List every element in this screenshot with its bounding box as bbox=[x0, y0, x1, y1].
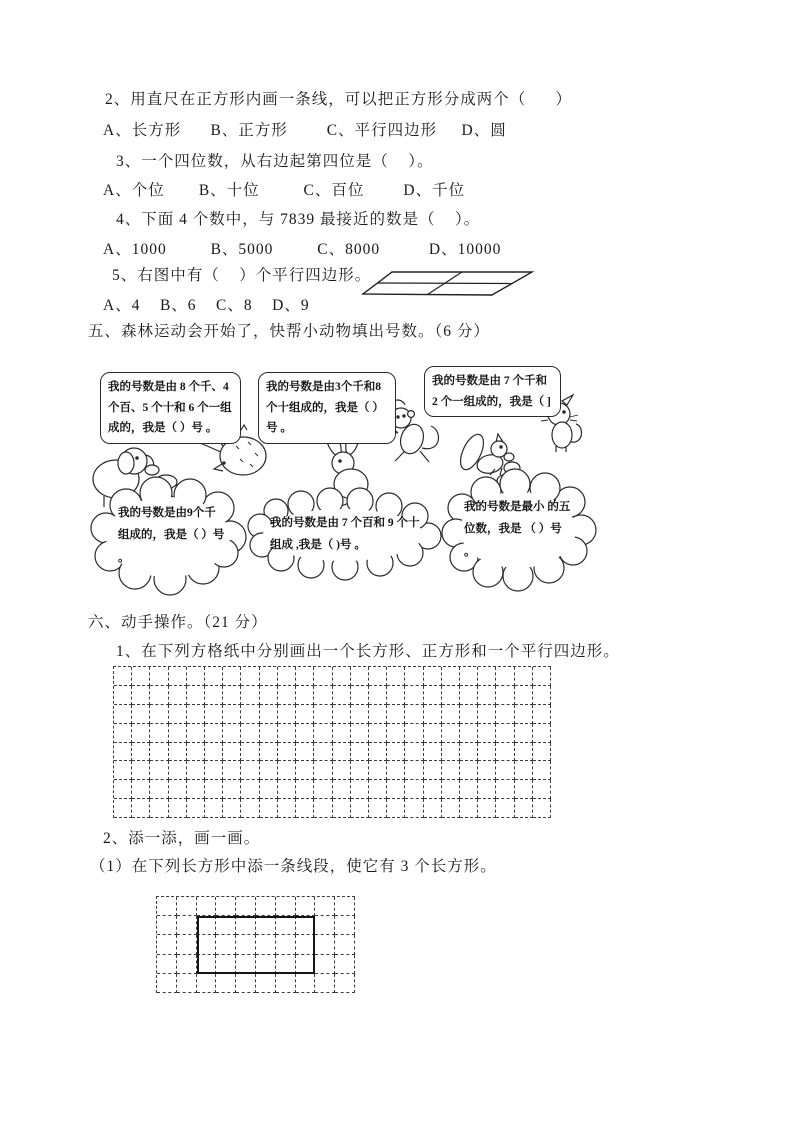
grid-cell bbox=[515, 686, 533, 705]
grid-cell bbox=[496, 743, 514, 762]
grid-cell bbox=[260, 667, 278, 686]
grid-cell bbox=[114, 780, 132, 799]
grid-cell bbox=[216, 897, 236, 916]
grid-cell bbox=[150, 686, 168, 705]
bold-rectangle bbox=[197, 916, 316, 974]
grid-cell bbox=[369, 686, 387, 705]
grid-cell bbox=[460, 667, 478, 686]
grid-cell bbox=[187, 705, 205, 724]
grid-cell bbox=[114, 705, 132, 724]
grid-cell bbox=[241, 667, 259, 686]
grid-cell bbox=[424, 686, 442, 705]
grid-cell bbox=[314, 705, 332, 724]
grid-cell bbox=[223, 686, 241, 705]
grid-cell bbox=[515, 667, 533, 686]
grid-cell bbox=[296, 897, 316, 916]
grid-cell bbox=[387, 724, 405, 743]
grid-cell bbox=[278, 743, 296, 762]
grid-cell bbox=[296, 705, 314, 724]
grid-cell bbox=[424, 761, 442, 780]
grid-cell bbox=[387, 799, 405, 818]
grid-cell bbox=[169, 799, 187, 818]
grid-cell bbox=[478, 686, 496, 705]
grid-cell bbox=[369, 705, 387, 724]
grid-cell bbox=[515, 780, 533, 799]
grid-cell bbox=[460, 686, 478, 705]
grid-cell bbox=[478, 799, 496, 818]
grid-cell bbox=[197, 897, 217, 916]
grid-cell bbox=[169, 667, 187, 686]
grid-cell bbox=[260, 743, 278, 762]
grid-cell bbox=[205, 780, 223, 799]
grid-cell bbox=[157, 955, 177, 974]
grid-cell bbox=[460, 799, 478, 818]
grid-cell bbox=[387, 780, 405, 799]
grid-cell bbox=[157, 916, 177, 935]
grid-cell bbox=[533, 724, 551, 743]
grid-cell bbox=[315, 974, 335, 993]
grid-cell bbox=[335, 955, 355, 974]
grid-cell bbox=[333, 761, 351, 780]
grid-cell bbox=[387, 761, 405, 780]
grid-cell bbox=[169, 724, 187, 743]
grid-cell bbox=[132, 743, 150, 762]
grid-cell bbox=[150, 667, 168, 686]
grid-cell bbox=[387, 686, 405, 705]
grid-cell bbox=[387, 705, 405, 724]
grid-cell bbox=[496, 705, 514, 724]
grid-cell bbox=[424, 743, 442, 762]
grid-cell bbox=[241, 705, 259, 724]
grid-cell bbox=[223, 724, 241, 743]
grid-cell bbox=[187, 667, 205, 686]
grid-cell bbox=[169, 761, 187, 780]
grid-cell bbox=[278, 780, 296, 799]
grid-cell bbox=[351, 667, 369, 686]
question-3-text: 3、一个四位数，从右边起第四位是（ ）。 bbox=[116, 153, 434, 170]
grid-cell bbox=[369, 724, 387, 743]
grid-cell bbox=[114, 667, 132, 686]
grid-cell bbox=[351, 780, 369, 799]
grid-cell bbox=[515, 705, 533, 724]
grid-cell bbox=[333, 667, 351, 686]
grid-cell bbox=[335, 974, 355, 993]
grid-cell bbox=[460, 724, 478, 743]
grid-cell bbox=[169, 705, 187, 724]
grid-cell bbox=[187, 686, 205, 705]
grid-cell bbox=[460, 780, 478, 799]
cloud-text-rabbit: 我的号数是由 7 个百和 9 个十组成 ,我是（ )号 。 bbox=[270, 517, 420, 552]
grid-cell bbox=[132, 686, 150, 705]
grid-cell bbox=[241, 799, 259, 818]
grid-cell bbox=[369, 780, 387, 799]
grid-cell bbox=[114, 799, 132, 818]
grid-cell bbox=[223, 799, 241, 818]
grid-cell bbox=[132, 705, 150, 724]
question-4-options: A、1000 B、5000 C、8000 D、10000 bbox=[103, 241, 502, 258]
section-6-q2-1-text: （1）在下列长方形中添一条线段，使它有 3 个长方形。 bbox=[90, 858, 497, 875]
grid-cell bbox=[351, 686, 369, 705]
grid-cell bbox=[236, 897, 256, 916]
grid-cell bbox=[424, 705, 442, 724]
grid-cell bbox=[335, 935, 355, 954]
grid-cell bbox=[533, 743, 551, 762]
thought-circle bbox=[145, 465, 159, 475]
question-5-options: A、4 B、6 C、8 D、9 bbox=[103, 297, 310, 314]
grid-cell bbox=[205, 761, 223, 780]
grid-cell bbox=[205, 667, 223, 686]
grid-cell bbox=[405, 705, 423, 724]
grid-cell bbox=[333, 686, 351, 705]
grid-cell bbox=[405, 724, 423, 743]
grid-cell bbox=[478, 761, 496, 780]
grid-cell bbox=[533, 705, 551, 724]
grid-cell bbox=[150, 724, 168, 743]
grid-cell bbox=[442, 724, 460, 743]
grid-cell bbox=[496, 724, 514, 743]
grid-cell bbox=[369, 799, 387, 818]
grid-cell bbox=[515, 761, 533, 780]
grid-cell bbox=[150, 799, 168, 818]
grid-cell bbox=[296, 686, 314, 705]
grid-cell bbox=[150, 780, 168, 799]
grid-cell bbox=[278, 799, 296, 818]
speech-bubble-cat: 我的号数是由 7 个千和 2 个一组成的，我是（ ] bbox=[424, 366, 561, 417]
grid-cell bbox=[405, 743, 423, 762]
grid-cell bbox=[405, 761, 423, 780]
grid-cell bbox=[256, 897, 276, 916]
grid-cell bbox=[132, 724, 150, 743]
grid-cell bbox=[515, 724, 533, 743]
grid-cell bbox=[205, 743, 223, 762]
grid-cell bbox=[314, 743, 332, 762]
grid-cell bbox=[157, 897, 177, 916]
grid-cell bbox=[442, 780, 460, 799]
grid-cell bbox=[114, 724, 132, 743]
question-5-text: 5、右图中有（ ）个平行四边形。 bbox=[112, 267, 372, 284]
grid-cell bbox=[296, 724, 314, 743]
grid-cell bbox=[223, 705, 241, 724]
grid-cell bbox=[187, 799, 205, 818]
grid-cell bbox=[424, 799, 442, 818]
grid-cell bbox=[333, 724, 351, 743]
grid-cell bbox=[424, 780, 442, 799]
grid-cell bbox=[387, 667, 405, 686]
grid-cell bbox=[177, 916, 197, 935]
grid-cell bbox=[424, 667, 442, 686]
grid-cell bbox=[351, 724, 369, 743]
squirrel-icon bbox=[456, 431, 507, 476]
grid-cell bbox=[405, 799, 423, 818]
grid-cell bbox=[424, 724, 442, 743]
grid-cell bbox=[314, 667, 332, 686]
grid-cell bbox=[223, 780, 241, 799]
grid-cell bbox=[442, 761, 460, 780]
grid-cell bbox=[276, 974, 296, 993]
grid-cell bbox=[260, 724, 278, 743]
cloud-text-squirrel: 我的号数是最小 的五位数，我是 （ ）号 。 bbox=[464, 501, 571, 558]
grid-cell bbox=[296, 667, 314, 686]
grid-cell bbox=[315, 916, 335, 935]
grid-cell bbox=[314, 761, 332, 780]
grid-cell bbox=[351, 705, 369, 724]
grid-cell bbox=[278, 667, 296, 686]
grid-cell bbox=[187, 743, 205, 762]
grid-cell bbox=[442, 705, 460, 724]
grid-cell bbox=[351, 799, 369, 818]
grid-cell bbox=[405, 686, 423, 705]
grid-cell bbox=[314, 799, 332, 818]
grid-cell bbox=[369, 743, 387, 762]
grid-cell bbox=[296, 780, 314, 799]
grid-cell bbox=[496, 686, 514, 705]
grid-cell bbox=[187, 761, 205, 780]
grid-cell bbox=[114, 761, 132, 780]
grid-cell bbox=[241, 724, 259, 743]
grid-cell bbox=[369, 667, 387, 686]
grid-cell bbox=[333, 743, 351, 762]
grid-cell bbox=[169, 743, 187, 762]
grid-cell bbox=[533, 686, 551, 705]
grid-cell bbox=[460, 705, 478, 724]
grid-cell bbox=[314, 780, 332, 799]
grid-cell bbox=[496, 667, 514, 686]
grid-cell bbox=[533, 780, 551, 799]
grid-cell bbox=[478, 724, 496, 743]
grid-cell bbox=[197, 974, 217, 993]
section-6-heading: 六、动手操作。（21 分） bbox=[88, 614, 268, 631]
grid-cell bbox=[223, 667, 241, 686]
grid-cell bbox=[260, 686, 278, 705]
grid-cell bbox=[315, 897, 335, 916]
grid-cell bbox=[478, 705, 496, 724]
grid-cell bbox=[169, 780, 187, 799]
grid-cell bbox=[132, 780, 150, 799]
grid-cell bbox=[276, 897, 296, 916]
grid-cell bbox=[333, 705, 351, 724]
grid-cell bbox=[205, 686, 223, 705]
grid-cell bbox=[177, 974, 197, 993]
grid-cell bbox=[335, 916, 355, 935]
grid-cell bbox=[496, 780, 514, 799]
grid-cell bbox=[177, 897, 197, 916]
grid-cell bbox=[241, 686, 259, 705]
grid-cell bbox=[241, 780, 259, 799]
grid-cell bbox=[150, 761, 168, 780]
grid-cell bbox=[223, 761, 241, 780]
grid-cell bbox=[533, 799, 551, 818]
grid-cell bbox=[114, 686, 132, 705]
grid-cell bbox=[278, 724, 296, 743]
grid-cell bbox=[177, 935, 197, 954]
grid-cell bbox=[314, 686, 332, 705]
grid-cell bbox=[236, 974, 256, 993]
grid-cell bbox=[515, 743, 533, 762]
grid-cell bbox=[533, 667, 551, 686]
grid-cell bbox=[533, 761, 551, 780]
grid-cell bbox=[333, 799, 351, 818]
grid-cell bbox=[260, 761, 278, 780]
section-6-q1-text: 1、在下列方格纸中分别画出一个长方形、正方形和一个平行四边形。 bbox=[116, 643, 620, 660]
grid-cell bbox=[478, 780, 496, 799]
grid-cell bbox=[278, 705, 296, 724]
grid-cell bbox=[157, 974, 177, 993]
grid-cell bbox=[260, 799, 278, 818]
drawing-grid-large bbox=[113, 666, 551, 818]
grid-cell bbox=[150, 743, 168, 762]
grid-cell bbox=[478, 743, 496, 762]
grid-cell bbox=[442, 743, 460, 762]
grid-cell bbox=[496, 761, 514, 780]
grid-cell bbox=[515, 799, 533, 818]
question-4-text: 4、下面 4 个数中，与 7839 最接近的数是（ ）。 bbox=[116, 211, 481, 228]
grid-cell bbox=[314, 724, 332, 743]
grid-cell bbox=[460, 743, 478, 762]
grid-cell bbox=[157, 935, 177, 954]
grid-cell bbox=[296, 761, 314, 780]
grid-cell bbox=[177, 955, 197, 974]
grid-cell bbox=[296, 974, 316, 993]
grid-cell bbox=[405, 780, 423, 799]
grid-cell bbox=[351, 743, 369, 762]
grid-cell bbox=[187, 780, 205, 799]
grid-cell bbox=[442, 686, 460, 705]
grid-cell bbox=[478, 667, 496, 686]
grid-cell bbox=[296, 743, 314, 762]
grid-cell bbox=[442, 667, 460, 686]
grid-cell bbox=[205, 724, 223, 743]
grid-cell bbox=[114, 743, 132, 762]
grid-cell bbox=[132, 799, 150, 818]
grid-cell bbox=[335, 897, 355, 916]
question-2-text: 2、用直尺在正方形内画一条线，可以把正方形分成两个（ ） bbox=[105, 91, 573, 108]
grid-cell bbox=[150, 705, 168, 724]
forest-scene bbox=[90, 360, 600, 600]
grid-cell bbox=[132, 667, 150, 686]
grid-cell bbox=[260, 705, 278, 724]
grid-cell bbox=[405, 667, 423, 686]
drawing-grid-small bbox=[156, 896, 355, 993]
grid-cell bbox=[460, 761, 478, 780]
grid-cell bbox=[278, 686, 296, 705]
grid-cell bbox=[187, 724, 205, 743]
grid-cell bbox=[278, 761, 296, 780]
grid-cell bbox=[387, 743, 405, 762]
grid-cell bbox=[256, 974, 276, 993]
grid-cell bbox=[223, 743, 241, 762]
grid-cell bbox=[369, 761, 387, 780]
speech-bubble-monkey: 我的号数是由3个千和8个十组成的，我是（ ）号 。 bbox=[258, 372, 396, 444]
grid-cell bbox=[205, 705, 223, 724]
grid-cell bbox=[241, 743, 259, 762]
grid-cell bbox=[351, 761, 369, 780]
grid-cell bbox=[169, 686, 187, 705]
section-5-heading: 五、森林运动会开始了，快帮小动物填出号数。（6 分） bbox=[88, 323, 490, 340]
grid-cell bbox=[442, 799, 460, 818]
section-6-q2-text: 2、添一添，画一画。 bbox=[103, 830, 261, 847]
grid-cell bbox=[132, 761, 150, 780]
grid-cell bbox=[315, 955, 335, 974]
cloud-text-elephant: 我的号数是由9个千 组成的，我是（ ）号 。 bbox=[118, 507, 225, 564]
thought-circle bbox=[504, 453, 514, 461]
grid-cell bbox=[333, 780, 351, 799]
grid-cell bbox=[496, 799, 514, 818]
speech-bubble-hedgehog: 我的号数是由 8 个千、4 个百、5 个十和 6 个一组成的，我是（ ）号 。 bbox=[100, 372, 241, 444]
grid-cell bbox=[216, 974, 236, 993]
grid-cell bbox=[260, 780, 278, 799]
grid-cell bbox=[241, 761, 259, 780]
question-2-options: A、长方形 B、正方形 C、平行四边形 D、圆 bbox=[103, 122, 507, 139]
parallelogram-figure bbox=[355, 264, 545, 304]
grid-cell bbox=[315, 935, 335, 954]
grid-cell bbox=[296, 799, 314, 818]
question-3-options: A、个位 B、十位 C、百位 D、千位 bbox=[103, 182, 466, 199]
grid-cell bbox=[205, 799, 223, 818]
